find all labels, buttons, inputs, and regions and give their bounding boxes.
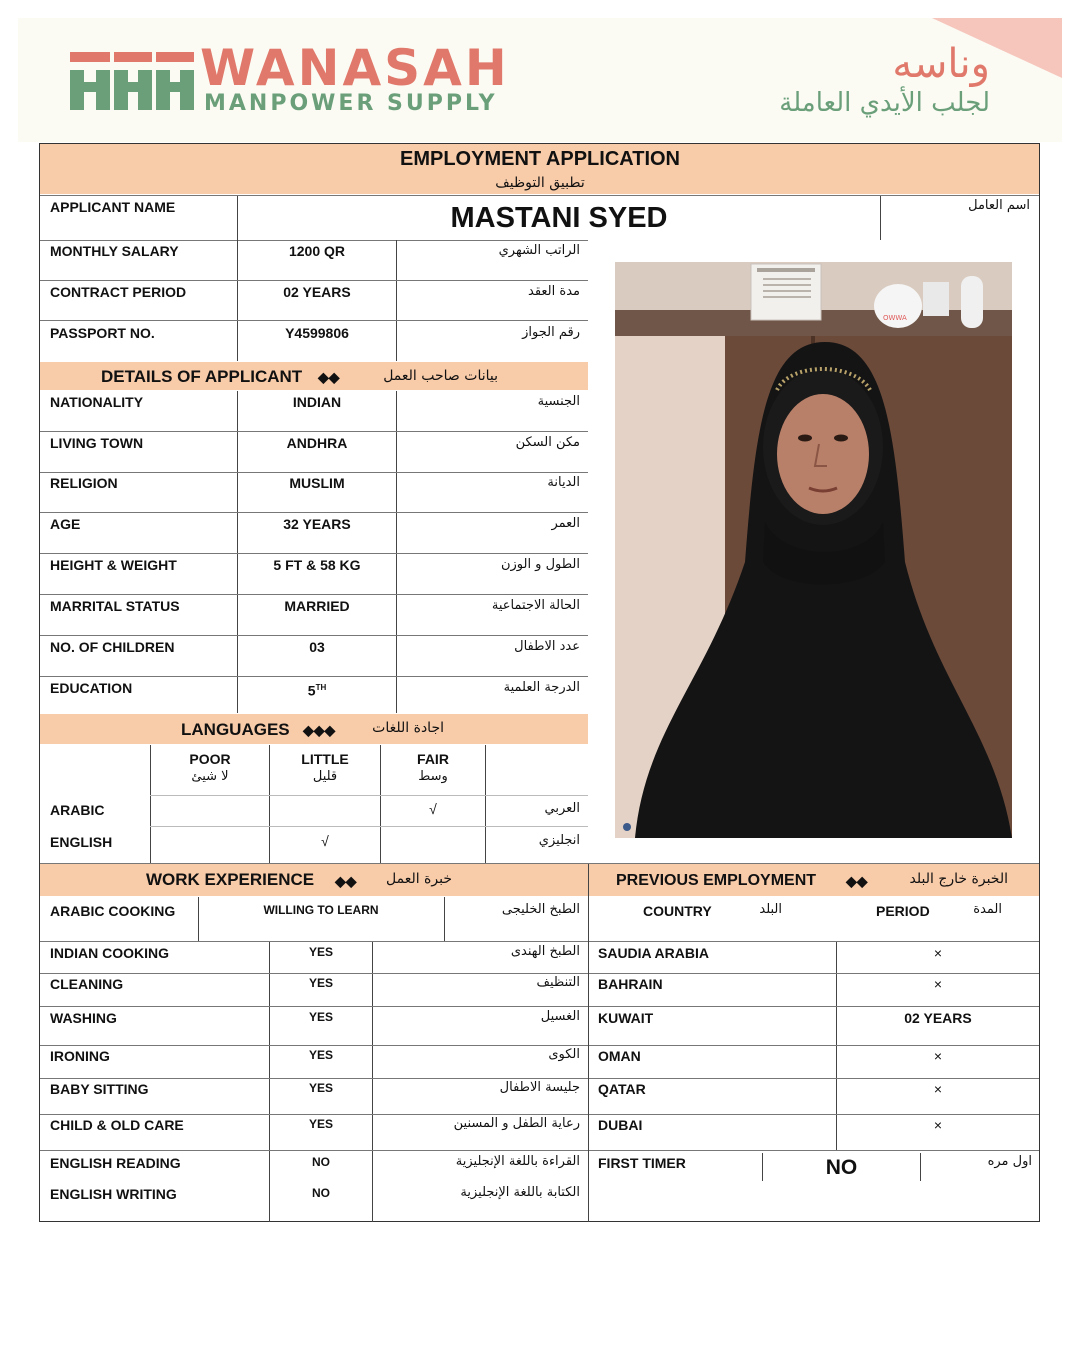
period-qatar: ×: [933, 1081, 943, 1097]
english-language-label: ENGLISH: [50, 834, 113, 850]
work-experience-title: WORK EXPERIENCE: [146, 870, 315, 889]
country-dubai: DUBAI: [598, 1117, 643, 1133]
contract-period-label: CONTRACT PERIOD: [50, 284, 187, 300]
living-town-value: ANDHRA: [286, 435, 348, 451]
work-experience-title-arabic: خبرة العمل: [386, 871, 452, 887]
baby-sitting-value: YES: [308, 1081, 333, 1095]
period-kuwait: 02 YEARS: [904, 1010, 972, 1026]
english-reading-label: ENGLISH READING: [50, 1155, 181, 1171]
age-label: AGE: [50, 516, 81, 532]
education-value: [238, 679, 396, 700]
previous-employment-diamonds: ◆◆: [846, 873, 868, 889]
marital-status-value: MARRIED: [284, 598, 350, 614]
cleaning-label-arabic: التنظيف: [536, 975, 580, 990]
washing-label: WASHING: [50, 1010, 117, 1026]
washing-value: YES: [308, 1010, 333, 1024]
arabic-language-label: ARABIC: [50, 802, 105, 818]
contract-period-label-arabic: مدة العقد: [528, 284, 580, 299]
child-old-care-value: YES: [308, 1117, 333, 1131]
level-fair-arabic: وسط: [418, 769, 448, 784]
brand-name-arabic: وناسه: [892, 41, 990, 87]
period-oman: ×: [933, 1048, 943, 1064]
passport-label: PASSPORT NO.: [50, 325, 155, 341]
arabic-fair-mark: √: [429, 801, 437, 817]
monthly-salary-label: MONTHLY SALARY: [50, 243, 179, 259]
languages-diamonds: ◆◆◆: [303, 722, 336, 738]
education-label: EDUCATION: [50, 680, 133, 696]
applicant-name-label: APPLICANT NAME: [50, 199, 176, 215]
brand-tagline: MANPOWER SUPPLY: [204, 91, 498, 116]
cleaning-label: CLEANING: [50, 976, 124, 992]
languages-title: LANGUAGES: [181, 720, 290, 739]
form-title-arabic: تطبيق التوظيف: [495, 175, 585, 191]
applicant-name-label-arabic: اسم العامل: [968, 198, 1030, 213]
applicant-photo: [615, 262, 1012, 838]
living-town-label-arabic: مكن السكن: [515, 435, 580, 450]
level-little-arabic: قليل: [312, 769, 338, 784]
country-bahrain: BAHRAIN: [598, 976, 663, 992]
first-timer-label: FIRST TIMER: [598, 1155, 686, 1171]
baby-sitting-label: BABY SITTING: [50, 1081, 149, 1097]
indian-cooking-label: INDIAN COOKING: [50, 945, 169, 961]
nationality-label-arabic: الجنسية: [537, 394, 580, 409]
mug-text: OWWA: [883, 314, 907, 322]
details-title-arabic: بيانات صاحب العمل: [383, 368, 498, 384]
religion-label: RELIGION: [50, 475, 118, 491]
english-writing-value: NO: [312, 1186, 330, 1200]
work-experience-diamonds: ◆◆: [335, 873, 357, 889]
languages-title-arabic: اجادة اللغات: [372, 720, 444, 736]
country-qatar: QATAR: [598, 1081, 646, 1097]
country-kuwait: KUWAIT: [598, 1010, 654, 1026]
child-old-care-label-arabic: رعاية الطفل و المسنين: [453, 1116, 580, 1131]
period-bahrain: ×: [933, 976, 943, 992]
level-fair: FAIR: [417, 751, 449, 767]
brand-name: WANASAH: [200, 39, 510, 97]
child-old-care-label: CHILD & OLD CARE: [50, 1117, 184, 1133]
arabic-cooking-value: WILLING TO LEARN: [263, 903, 379, 917]
arabic-language-label-arabic: العربي: [544, 801, 580, 816]
country-saudi: SAUDIA ARABIA: [598, 945, 709, 961]
height-weight-label-arabic: الطول و الوزن: [500, 557, 580, 572]
children-value: 03: [309, 639, 325, 655]
details-diamonds: ◆◆: [318, 369, 340, 385]
height-weight-label: HEIGHT & WEIGHT: [50, 557, 177, 573]
brand-tagline-arabic: لجلب الأيدي العاملة: [779, 88, 990, 118]
period-dubai: ×: [933, 1117, 943, 1133]
education-suffix: TH: [315, 683, 327, 692]
indian-cooking-label-arabic: الطبخ الهندى: [510, 944, 580, 959]
ironing-label-arabic: الكوى: [548, 1047, 580, 1062]
period-column-header-arabic: المدة: [973, 902, 1002, 917]
cleaning-value: YES: [308, 976, 333, 990]
indian-cooking-value: YES: [308, 945, 333, 959]
previous-employment-title: PREVIOUS EMPLOYMENT: [616, 872, 817, 889]
period-column-header: PERIOD: [876, 903, 930, 919]
contract-period-value: 02 YEARS: [283, 284, 351, 300]
children-label-arabic: عدد الاطفال: [514, 639, 580, 654]
marital-status-label-arabic: الحالة الاجتماعية: [491, 598, 580, 613]
previous-employment-title-arabic: الخبرة خارج البلد: [909, 871, 1008, 887]
children-label: NO. OF CHILDREN: [50, 639, 175, 655]
living-town-label: LIVING TOWN: [50, 435, 144, 451]
applicant-name: MASTANI SYED: [450, 202, 668, 234]
details-title: DETAILS OF APPLICANT: [101, 367, 303, 386]
education-number: 5: [307, 682, 316, 699]
passport-label-arabic: رقم الجواز: [522, 325, 580, 340]
first-timer-label-arabic: اول مره: [987, 1154, 1032, 1169]
english-writing-label-arabic: الكتابة باللغة الإنجليزية: [460, 1185, 580, 1200]
passport-value: Y4599806: [285, 325, 349, 341]
religion-value: MUSLIM: [289, 475, 345, 491]
nationality-label: NATIONALITY: [50, 394, 144, 410]
age-value: 32 YEARS: [283, 516, 351, 532]
monthly-salary-label-arabic: الراتب الشهري: [498, 243, 580, 258]
english-writing-label: ENGLISH WRITING: [50, 1186, 177, 1202]
nationality-value: INDIAN: [292, 394, 342, 410]
country-column-header: COUNTRY: [643, 903, 712, 919]
english-reading-value: NO: [312, 1155, 330, 1169]
period-saudi: ×: [933, 945, 943, 961]
baby-sitting-label-arabic: جليسة الاطفال: [499, 1080, 580, 1095]
education-label-arabic: الدرجة العلمية: [503, 680, 580, 695]
english-reading-label-arabic: القراءة باللغة الإنجليزية: [455, 1154, 580, 1169]
country-column-header-arabic: البلد: [759, 902, 782, 917]
level-poor-arabic: لا شيئ: [191, 769, 229, 784]
arabic-cooking-label: ARABIC COOKING: [50, 903, 176, 919]
english-language-label-arabic: انجليزي: [538, 833, 580, 848]
height-weight-value: 5 FT & 58 KG: [273, 557, 361, 573]
ironing-label: IRONING: [50, 1048, 110, 1064]
company-logo: [70, 48, 194, 112]
monthly-salary-value: 1200 QR: [288, 243, 346, 259]
washing-label-arabic: الغسيل: [540, 1009, 580, 1024]
age-label-arabic: العمر: [551, 516, 580, 531]
level-poor: POOR: [189, 751, 231, 767]
country-oman: OMAN: [598, 1048, 641, 1064]
ironing-value: YES: [308, 1048, 333, 1062]
religion-label-arabic: الديانة: [547, 475, 580, 490]
level-little: LITTLE: [301, 751, 349, 767]
marital-status-label: MARRITAL STATUS: [50, 598, 180, 614]
first-timer-value: NO: [825, 1156, 858, 1179]
arabic-cooking-label-arabic: الطبخ الخليجى: [501, 902, 580, 917]
english-little-mark: √: [321, 833, 329, 849]
form-title: EMPLOYMENT APPLICATION: [400, 148, 680, 170]
